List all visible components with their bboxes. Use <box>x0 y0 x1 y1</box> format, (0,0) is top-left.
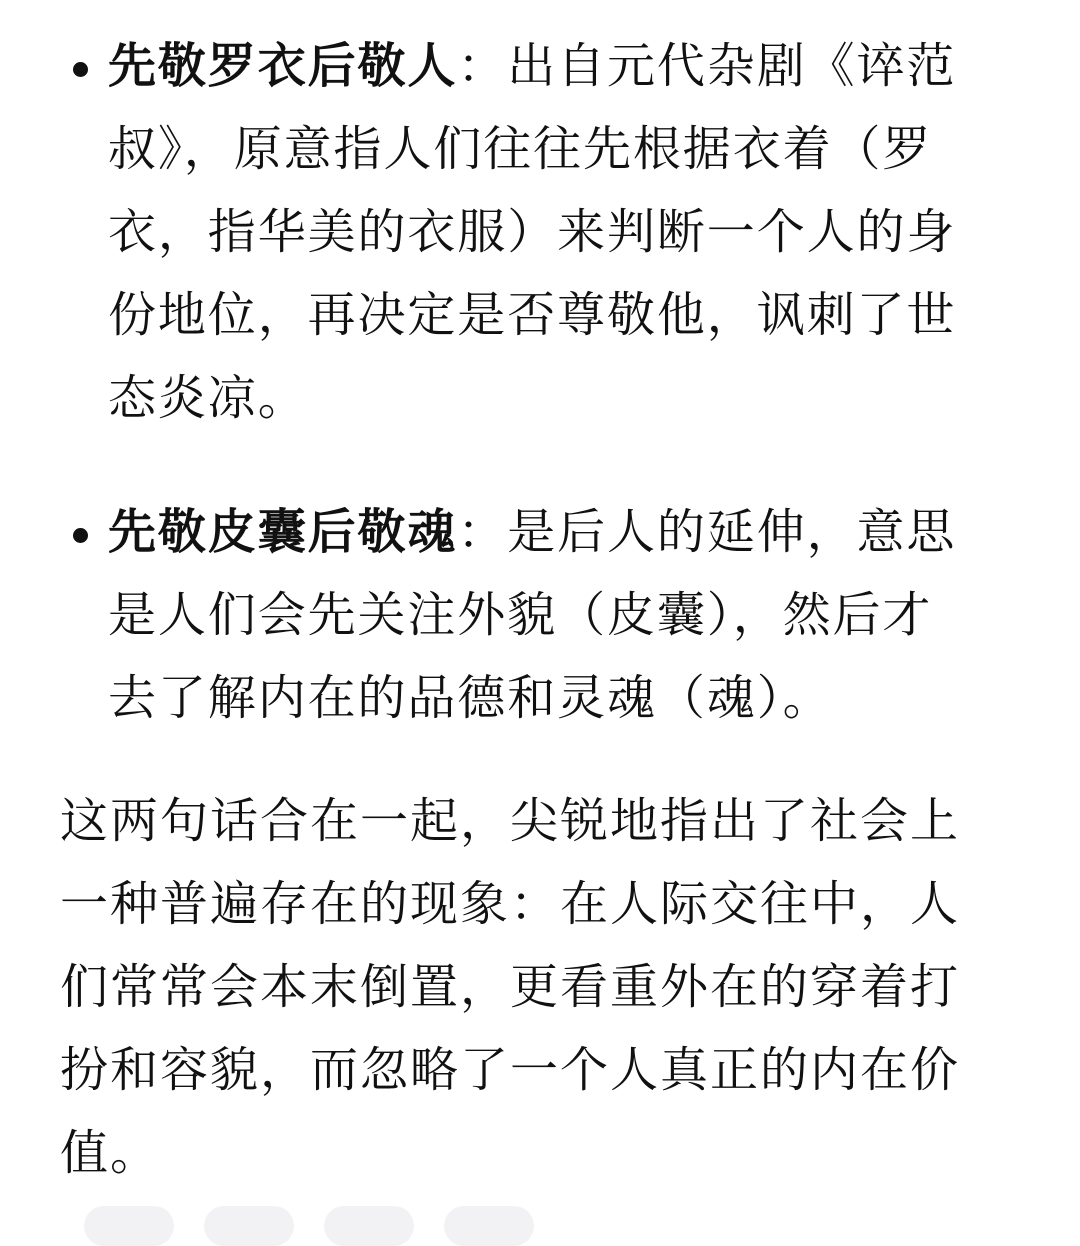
bullet-separator: ： <box>457 504 508 560</box>
dislike-button[interactable] <box>324 1206 414 1246</box>
share-button[interactable] <box>444 1206 534 1246</box>
message-action-row <box>84 1206 534 1246</box>
summary-paragraph: 这两句话合在一起，尖锐地指出了社会上一种普遍存在的现象：在人际交往中，人们常常会本末倒置，更看重外在的穿着打扮和容貌，而忽略了一个人真正的内在价值。 <box>60 793 961 1181</box>
like-button[interactable] <box>204 1206 294 1246</box>
bullet-description: 是后人的延伸，意思是人们会先关注外貌（皮囊），然后才去了解内在的品德和灵魂（魂）。 <box>108 504 957 726</box>
bullet-dot-icon <box>73 62 88 77</box>
list-item <box>0 491 1080 740</box>
bullet-text <box>108 25 978 440</box>
list-item <box>0 25 1080 440</box>
bullet-description: 出自元代杂剧《谇范叔》，原意指人们往往先根据衣着（罗衣，指华美的衣服）来判断一个人的身份地位，再决定是否尊敬他，讽刺了世态炎凉。 <box>108 38 957 426</box>
bullet-dot-icon <box>73 528 88 543</box>
bullet-term: 先敬皮囊后敬魂 <box>108 504 458 560</box>
bullet-term: 先敬罗衣后敬人 <box>108 38 458 94</box>
bullet-separator: ： <box>457 38 508 94</box>
copy-button[interactable] <box>84 1206 174 1246</box>
bullet-text <box>108 491 978 740</box>
bullet-list <box>0 25 1080 740</box>
